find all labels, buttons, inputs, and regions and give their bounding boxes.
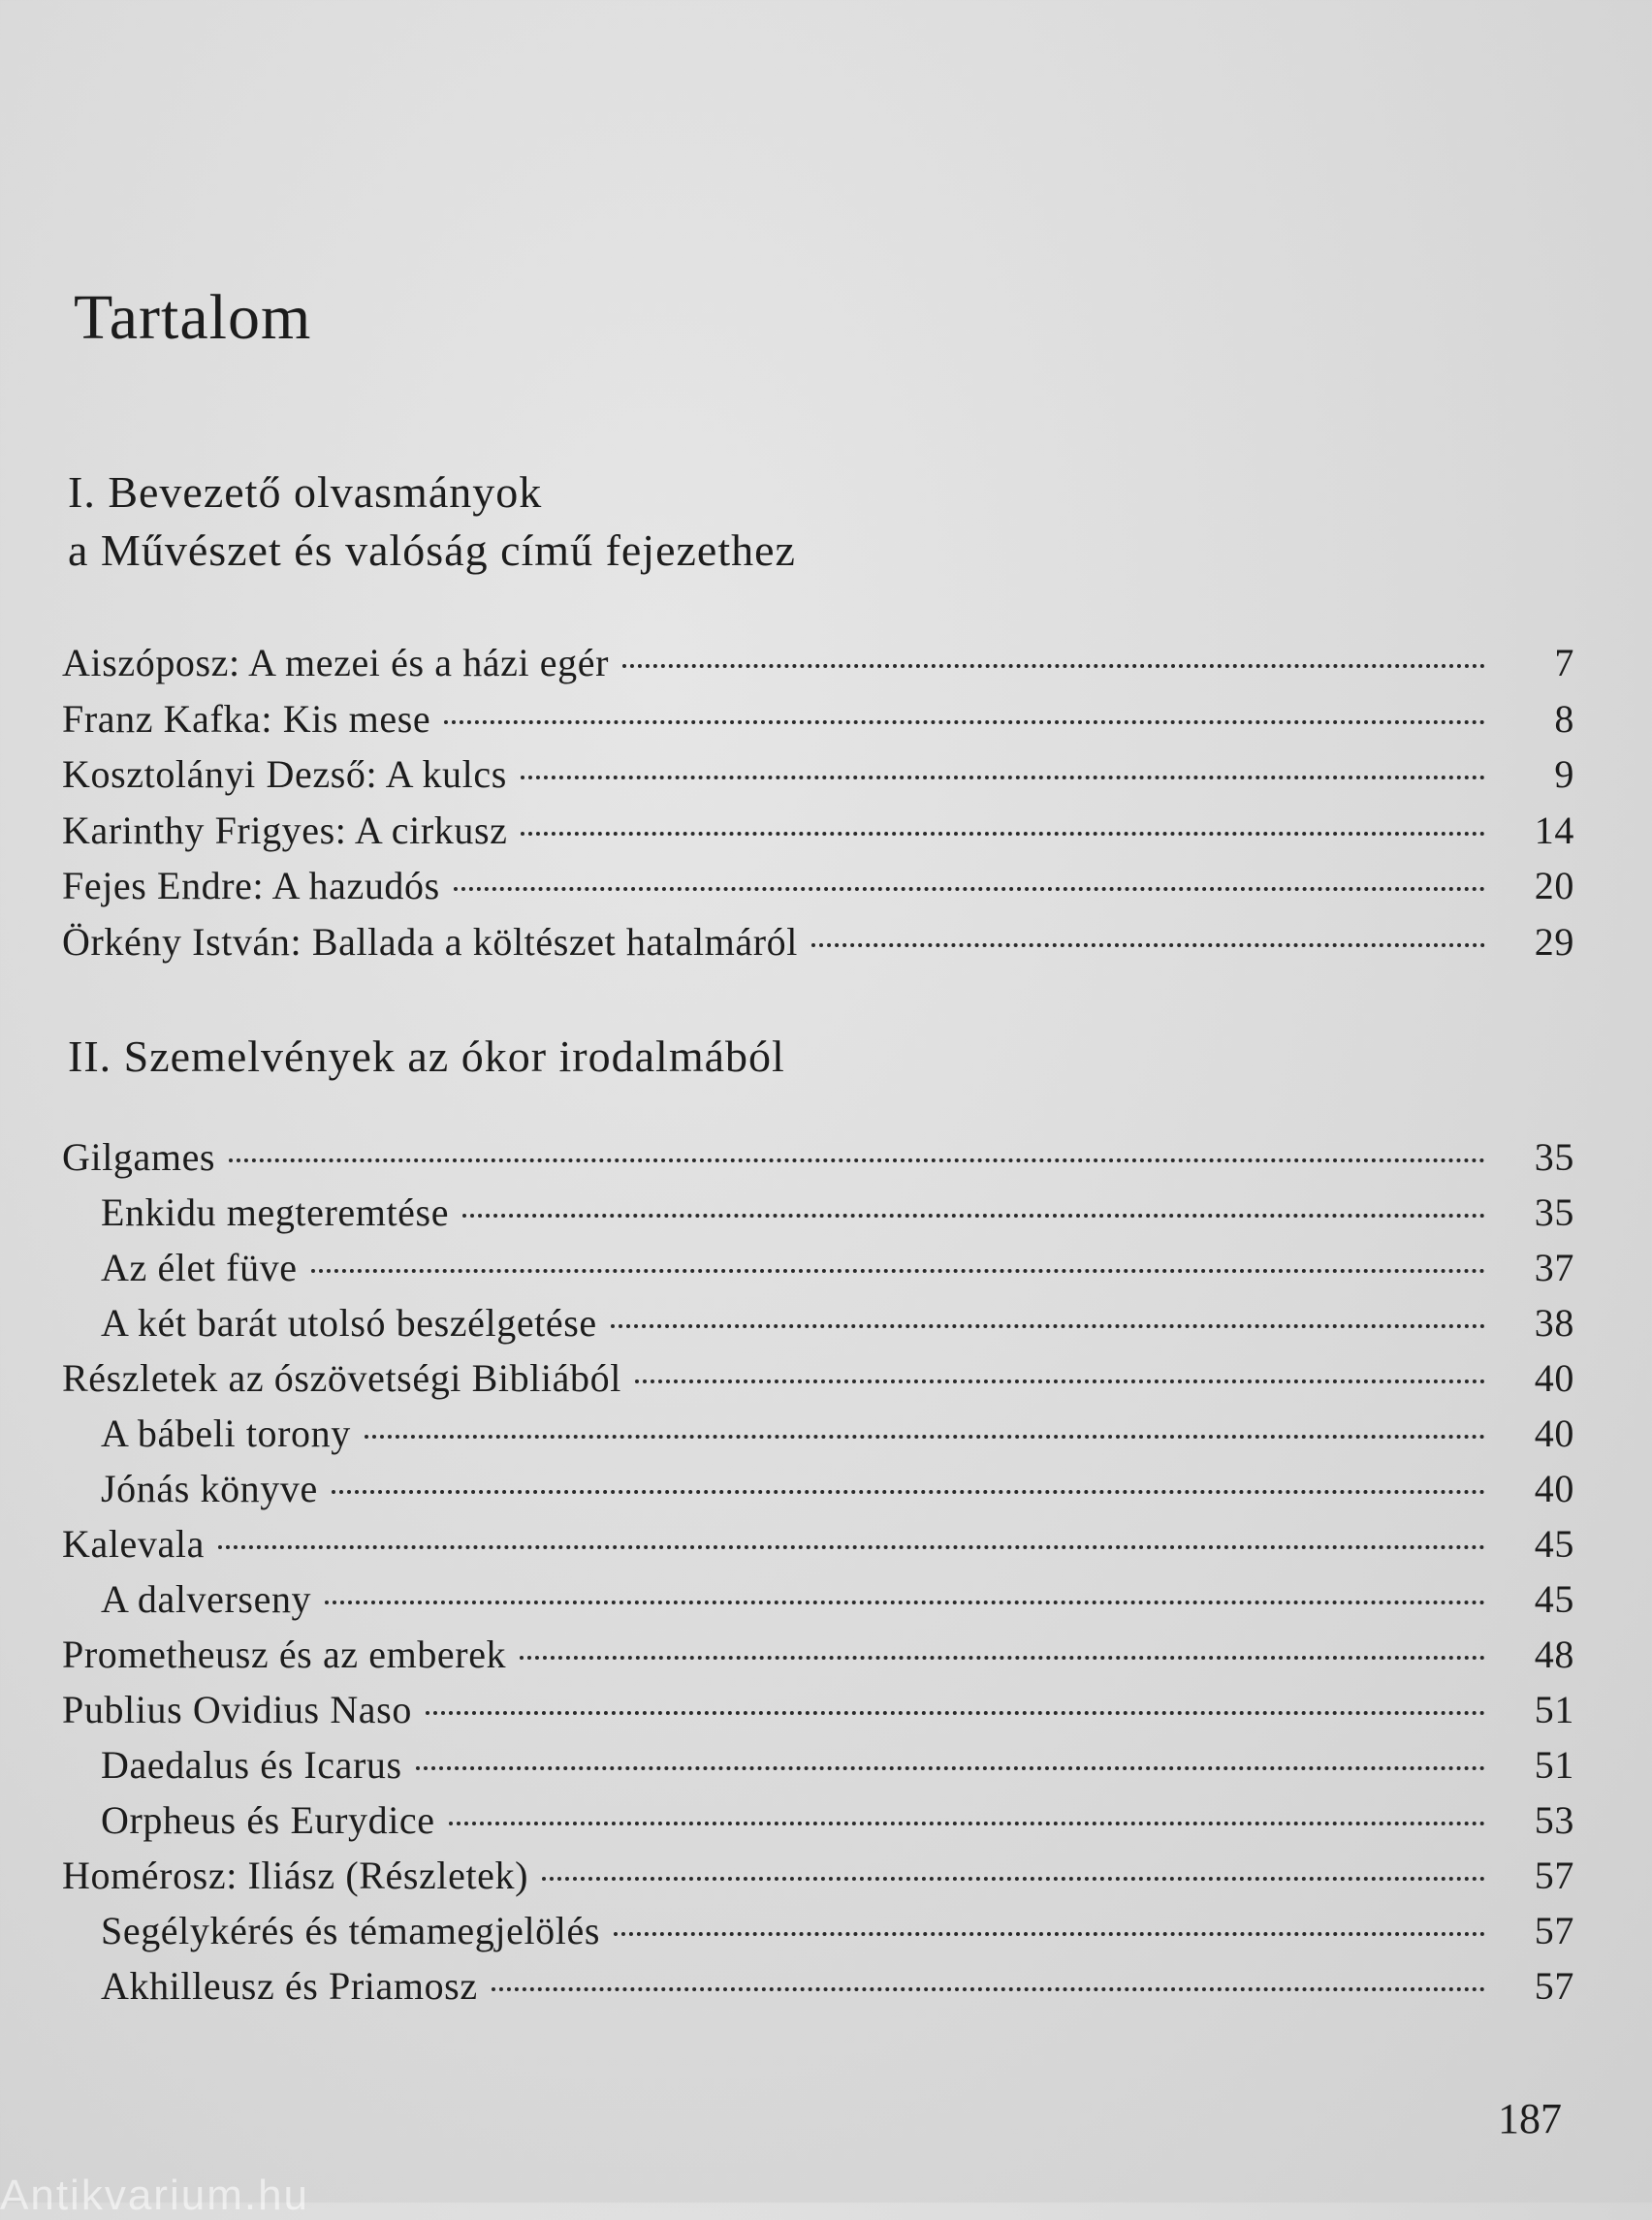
toc-entry-page: 40 <box>1534 1356 1574 1400</box>
toc-entry-page: 45 <box>1534 1522 1574 1566</box>
section-heading-1-line1: I. Bevezető olvasmányok <box>68 467 543 517</box>
dot-leader <box>229 1158 1485 1162</box>
toc-subentry <box>62 1797 1574 1853</box>
toc-entry-page: 57 <box>1534 1964 1574 2008</box>
section-heading-1 <box>68 463 796 580</box>
toc-entry-label: Aiszóposz: A mezei és a házi egér <box>62 641 610 684</box>
dot-leader <box>426 1711 1485 1715</box>
dot-leader <box>454 887 1485 891</box>
toc-entry-label: Prometheusz és az emberek <box>62 1633 507 1676</box>
dot-leader <box>325 1601 1485 1604</box>
dot-leader <box>614 1932 1485 1936</box>
toc-subentry <box>62 1466 1574 1521</box>
toc-entry-page: 57 <box>1534 1909 1574 1952</box>
toc-entry-label: Gilgames <box>62 1135 216 1179</box>
toc-list-section-2 <box>62 1134 1574 2018</box>
toc-entry-page: 45 <box>1534 1577 1574 1621</box>
toc-entry <box>62 808 1574 864</box>
toc-entry-label: Akhilleusz és Priamosz <box>101 1964 478 2008</box>
dot-leader <box>365 1435 1485 1439</box>
toc-entry <box>62 1687 1574 1742</box>
dot-leader <box>622 664 1485 668</box>
toc-entry <box>62 1134 1574 1189</box>
toc-entry-label: Segélykérés és témamegjelölés <box>101 1909 600 1952</box>
dot-leader <box>521 832 1485 836</box>
dot-leader <box>521 776 1485 779</box>
dot-leader <box>635 1380 1485 1383</box>
toc-entry-page: 35 <box>1534 1135 1574 1179</box>
section-heading-2: II. Szemelvények az ókor irodalmából <box>68 1031 785 1081</box>
toc-entry-page: 57 <box>1534 1854 1574 1897</box>
toc-entry-page: 51 <box>1534 1688 1574 1731</box>
toc-entry <box>62 1632 1574 1687</box>
toc-entry-page: 53 <box>1534 1798 1574 1842</box>
dot-leader <box>449 1822 1485 1825</box>
toc-entry <box>62 863 1574 919</box>
toc-entry-label: Részletek az ószövetségi Bibliából <box>62 1356 621 1400</box>
toc-entry-label: A két barát utolsó beszélgetése <box>101 1301 597 1345</box>
dot-leader <box>611 1324 1485 1328</box>
toc-entry-page: 9 <box>1554 752 1574 796</box>
dot-leader <box>416 1766 1485 1770</box>
toc-entry-label: Orpheus és Eurydice <box>101 1798 435 1842</box>
toc-entry-page: 35 <box>1534 1190 1574 1234</box>
toc-entry-page: 29 <box>1534 919 1574 964</box>
toc-entry-page: 20 <box>1534 864 1574 907</box>
toc-entry-page: 37 <box>1534 1246 1574 1289</box>
watermark: Antikvarium.hu <box>0 2172 310 2219</box>
dot-leader <box>311 1269 1485 1273</box>
toc-entry-label: Franz Kafka: Kis mese <box>62 696 431 741</box>
toc-entry <box>62 1853 1574 1908</box>
dot-leader <box>332 1490 1485 1494</box>
toc-subentry <box>62 1963 1574 2018</box>
toc-entry <box>62 919 1574 975</box>
dot-leader <box>492 1987 1485 1991</box>
dot-leader <box>462 1214 1485 1218</box>
toc-entry-page: 48 <box>1534 1633 1574 1676</box>
page-number: 187 <box>1498 2095 1562 2142</box>
toc-entry-label: Az élet füve <box>101 1246 298 1289</box>
toc-subentry <box>62 1300 1574 1355</box>
dot-leader <box>218 1545 1485 1549</box>
toc-entry-page: 40 <box>1534 1467 1574 1510</box>
toc-entry-label: Karinthy Frigyes: A cirkusz <box>62 808 508 852</box>
toc-entry <box>62 1355 1574 1411</box>
section-heading-1-line2: a Művészet és valóság című fejezethez <box>68 525 796 575</box>
toc-entry-label: Daedalus és Icarus <box>101 1743 402 1787</box>
toc-entry <box>62 696 1574 752</box>
toc-entry-label: Homérosz: Iliász (Részletek) <box>62 1854 529 1897</box>
dot-leader <box>542 1877 1485 1881</box>
page-title: Tartalom <box>74 282 312 353</box>
toc-entry-page: 8 <box>1554 696 1574 741</box>
toc-entry-label: Jónás könyve <box>101 1467 318 1510</box>
toc-list-section-1 <box>62 640 1574 974</box>
toc-entry-label: Publius Ovidius Naso <box>62 1688 412 1731</box>
toc-entry-page: 38 <box>1534 1301 1574 1345</box>
toc-entry-label: A dalverseny <box>101 1577 312 1621</box>
toc-subentry <box>62 1189 1574 1245</box>
toc-entry-label: A bábeli torony <box>101 1411 351 1455</box>
toc-entry-label: Enkidu megteremtése <box>101 1190 450 1234</box>
toc-subentry <box>62 1908 1574 1963</box>
toc-entry <box>62 640 1574 696</box>
toc-entry-page: 7 <box>1554 641 1574 684</box>
toc-subentry <box>62 1742 1574 1797</box>
toc-subentry <box>62 1576 1574 1632</box>
toc-subentry <box>62 1411 1574 1466</box>
toc-entry <box>62 1521 1574 1576</box>
dot-leader <box>520 1656 1485 1660</box>
toc-entry-page: 14 <box>1534 808 1574 852</box>
toc-entry-label: Kosztolányi Dezső: A kulcs <box>62 752 507 796</box>
toc-entry <box>62 751 1574 808</box>
toc-entry-label: Örkény István: Ballada a költészet hatalmáról <box>62 919 798 964</box>
dot-leader <box>444 720 1485 724</box>
dot-leader <box>811 943 1485 947</box>
toc-entry-label: Fejes Endre: A hazudós <box>62 864 440 907</box>
toc-entry-label: Kalevala <box>62 1522 205 1566</box>
toc-entry-page: 40 <box>1534 1411 1574 1455</box>
toc-subentry <box>62 1245 1574 1300</box>
toc-entry-page: 51 <box>1534 1743 1574 1787</box>
